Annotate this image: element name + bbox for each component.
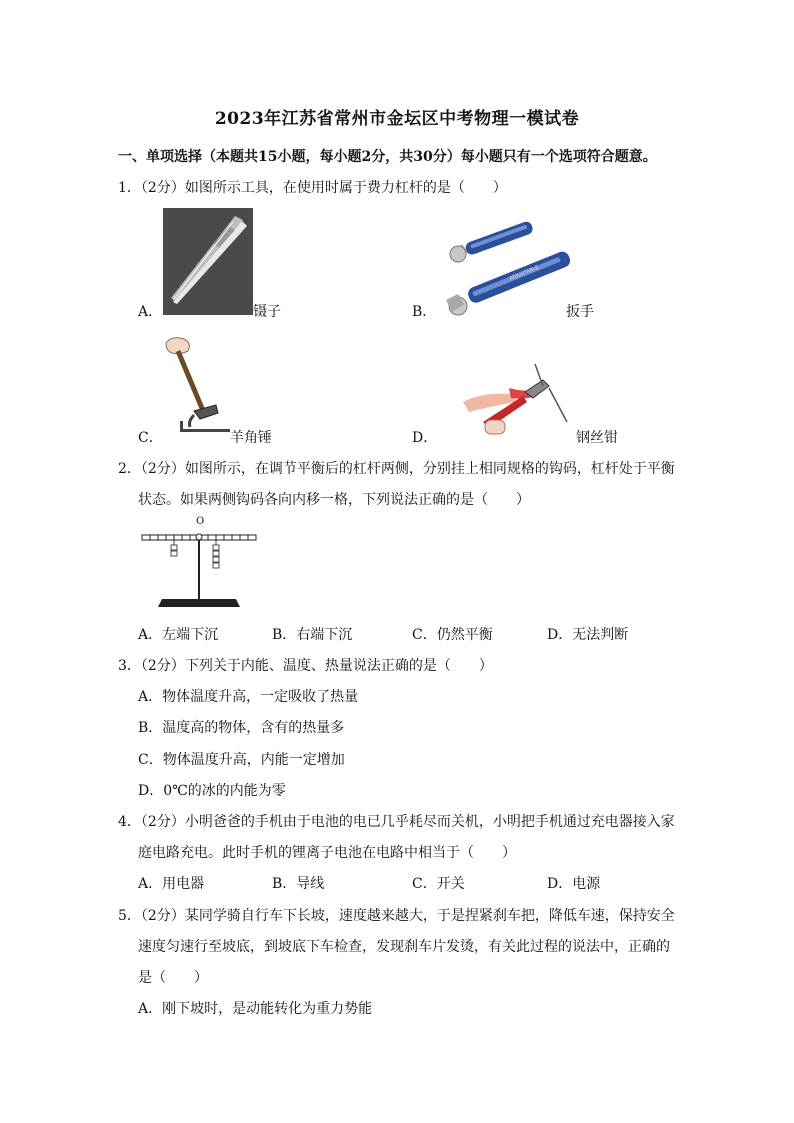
question-4-stem-line-1: 4．（2分）小明爸爸的手机由于电池的电已几乎耗尽而关机，小明把手机通过充电器接入家 xyxy=(118,814,675,830)
pivot-label-o: O xyxy=(196,516,205,527)
q4-option-a: A．用电器 xyxy=(138,876,205,892)
question-1-stem: 1．（2分）如图所示工具，在使用时属于费力杠杆的是（ ） xyxy=(118,180,507,196)
q4-option-b: B．导线 xyxy=(272,876,325,892)
question-4-stem-line-2: 庭电路充电。此时手机的锂离子电池在电路中相当于（ ） xyxy=(138,845,516,861)
q1-option-a-text: 镊子 xyxy=(253,304,281,320)
q1-option-d-letter: D． xyxy=(412,430,438,446)
question-5-stem-line-2: 速度匀速行至坡底，到坡底下车检查，发现刹车片发烫，有关此过程的说法中，正确的 xyxy=(138,939,670,955)
q4-option-c: C．开关 xyxy=(412,876,465,892)
q3-option-a: A．物体温度升高，一定吸收了热量 xyxy=(138,689,359,705)
q4-option-d: D．电源 xyxy=(547,876,601,892)
q3-option-c: C．物体温度升高，内能一定增加 xyxy=(138,752,345,768)
svg-text:ADJUSTABLE: ADJUSTABLE xyxy=(508,264,540,282)
question-5-stem-line-3: 是（ ） xyxy=(138,970,208,986)
q3-option-d: D．0℃的冰的内能为零 xyxy=(138,783,286,799)
q1-option-b-letter: B． xyxy=(412,304,437,320)
tweezers-image xyxy=(163,208,253,315)
q3-option-b: B．温度高的物体，含有的热量多 xyxy=(138,720,345,736)
q1-option-d-text: 钢丝钳 xyxy=(576,430,618,446)
q1-option-a-letter: A． xyxy=(138,304,163,320)
q1-option-b-text: 扳手 xyxy=(566,304,594,320)
page-title: 2023年江苏省常州市金坛区中考物理一模试卷 xyxy=(214,109,580,129)
question-5-stem-line-1: 5．（2分）某同学骑自行车下长坡，速度越来越大，于是捏紧刹车把，降低车速，保持安全 xyxy=(118,908,675,924)
q2-option-d: D．无法判断 xyxy=(547,627,629,643)
question-2-stem-line-1: 2．（2分）如图所示，在调节平衡后的杠杆两侧，分别挂上相同规格的钩码，杠杆处于平衡 xyxy=(118,461,675,477)
q1-option-c-text: 羊角锤 xyxy=(230,430,272,446)
question-3-stem: 3．（2分）下列关于内能、温度、热量说法正确的是（ ） xyxy=(118,658,493,674)
wrench-image xyxy=(440,214,575,320)
q2-option-a: A．左端下沉 xyxy=(138,627,219,643)
question-2-stem-line-2: 状态。如果两侧钩码各向内移一格，下列说法正确的是（ ） xyxy=(138,492,530,508)
lever-diagram xyxy=(138,515,260,611)
q1-option-c-letter: C． xyxy=(138,430,163,446)
q2-option-c: C．仍然平衡 xyxy=(412,627,493,643)
claw-hammer-image xyxy=(160,333,232,439)
q2-option-b: B．右端下沉 xyxy=(272,627,353,643)
pliers-image xyxy=(463,362,571,442)
section-heading: 一、单项选择（本题共15小题，每小题2分，共30分）每小题只有一个选项符合题意。 xyxy=(118,149,657,165)
q5-option-a: A．刚下坡时，是动能转化为重力势能 xyxy=(138,1001,373,1017)
